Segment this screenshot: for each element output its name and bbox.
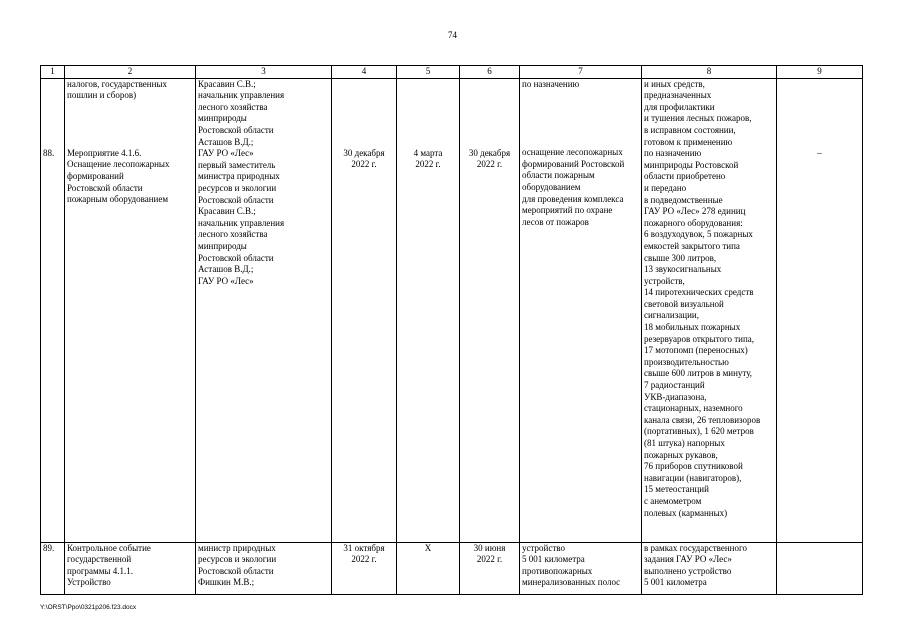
column-number: 7 [520, 66, 642, 79]
end-date-cell: 30 июня 2022 г. [460, 542, 520, 594]
spacer [522, 90, 639, 147]
notes-cell [777, 78, 863, 542]
planned-date-cell: 31 октября 2022 г. [332, 542, 397, 594]
responsible-88: первый заместитель министра природных ресурсов и экологии Ростовской области Красавин С.В.; начальник управления лесного хозяйства минприроды Ростовской области Асташов В.Д.; ГАУ РО «Лес» [198, 159, 285, 286]
notes-dash: – [817, 147, 822, 158]
column-number: 3 [196, 66, 332, 79]
expected-result-88: оснащение лесопожарных формирований Ростовской области пожарным оборудованием для проведения комплекса мероприятий по охране лесов от пожаров [522, 147, 625, 227]
measure-name-cell [65, 78, 196, 542]
expected-result-cell [520, 78, 642, 542]
responsible-cell [196, 78, 332, 542]
column-number: 9 [777, 66, 863, 79]
continued-text: налогов, государственных пошлин и сборов) [67, 78, 167, 101]
row-number-cell [41, 78, 65, 542]
expected-result-cell: устройство 5 001 километра противопожарных минерализованных полос [520, 542, 642, 594]
start-date-cell [397, 78, 460, 542]
column-number: 4 [332, 66, 397, 79]
spacer [43, 79, 62, 148]
end-date: 30 декабря 2022 г. [468, 147, 511, 170]
column-number: 2 [65, 66, 196, 79]
row-number-88: 88. [43, 147, 55, 158]
measure-4-1-6-name: Мероприятие 4.1.6. Оснащение лесопожарных формирований Ростовской области пожарным оборудованием [67, 147, 170, 205]
spacer [779, 79, 860, 148]
responsible-continued: Красавин С.В.; начальник управления лесного хозяйства минприроды Ростовской области Асташов В.Д.; ГАУ РО «Лес» [198, 78, 285, 159]
spacer [334, 79, 394, 148]
spacer [67, 102, 193, 148]
column-number: 5 [397, 66, 460, 79]
responsible-cell: министр природных ресурсов и экологии Ростовской области Фишкин М.В.; [196, 542, 332, 594]
expected-result-continued: по назначению [522, 78, 580, 89]
measure-name-cell: Контрольное событие государственной программы 4.1.1. Устройство [65, 542, 196, 594]
document-table [40, 65, 863, 595]
column-number: 8 [642, 66, 777, 79]
row-number-cell: 89. [41, 542, 65, 594]
end-date-cell [460, 78, 520, 542]
table-row [41, 542, 863, 594]
spacer [399, 79, 457, 148]
actual-result-cell [642, 78, 777, 542]
planned-date: 30 декабря 2022 г. [343, 147, 385, 170]
notes-cell [777, 542, 863, 594]
table-row [41, 78, 863, 542]
page-number: 74 [448, 30, 457, 40]
start-date-cell: Х [397, 542, 460, 594]
spacer [462, 79, 517, 148]
planned-date-cell [332, 78, 397, 542]
column-number: 1 [41, 66, 65, 79]
column-number-row [41, 66, 863, 79]
start-date: 4 марта 2022 г. [413, 147, 443, 170]
column-number: 6 [460, 66, 520, 79]
file-path-footer: Y:\ORST\Ppo\0321p206.f23.docx [40, 604, 137, 611]
actual-result-cell: в рамках государственного задания ГАУ РО «Лес» выполнено устройство 5 001 километра [642, 542, 777, 594]
actual-result-text: и иных средств, предназначенных для профилактики и тушения лесных пожаров, в исправном состоянии, готовом к применению по назначению минприроды Ростовской области приобретено и передано в подведомственные ГАУ РО «Лес» 278 единиц пожарного оборудования: 6 воздуходувок, 5 пожарных емкостей закрытого типа свыше 300 литров, 13 звукосигнальных устройств, 14 пиротехнических средств световой визуальной сигнализации, 18 мобильных пожарных резервуаров открытого типа, 17 мотопомп (переносных) производительностью свыше 600 литров в минуту, 7 радиостанций УКВ-диапазона, стационарных, наземного канала связи, 26 тепловизоров (портативных), 1 620 метров (81 штука) напорных пожарных рукавов, 76 приборов спутниковой навигации (навигаторов), 15 метеостанций с анемометром полевых (карманных) [644, 78, 761, 518]
